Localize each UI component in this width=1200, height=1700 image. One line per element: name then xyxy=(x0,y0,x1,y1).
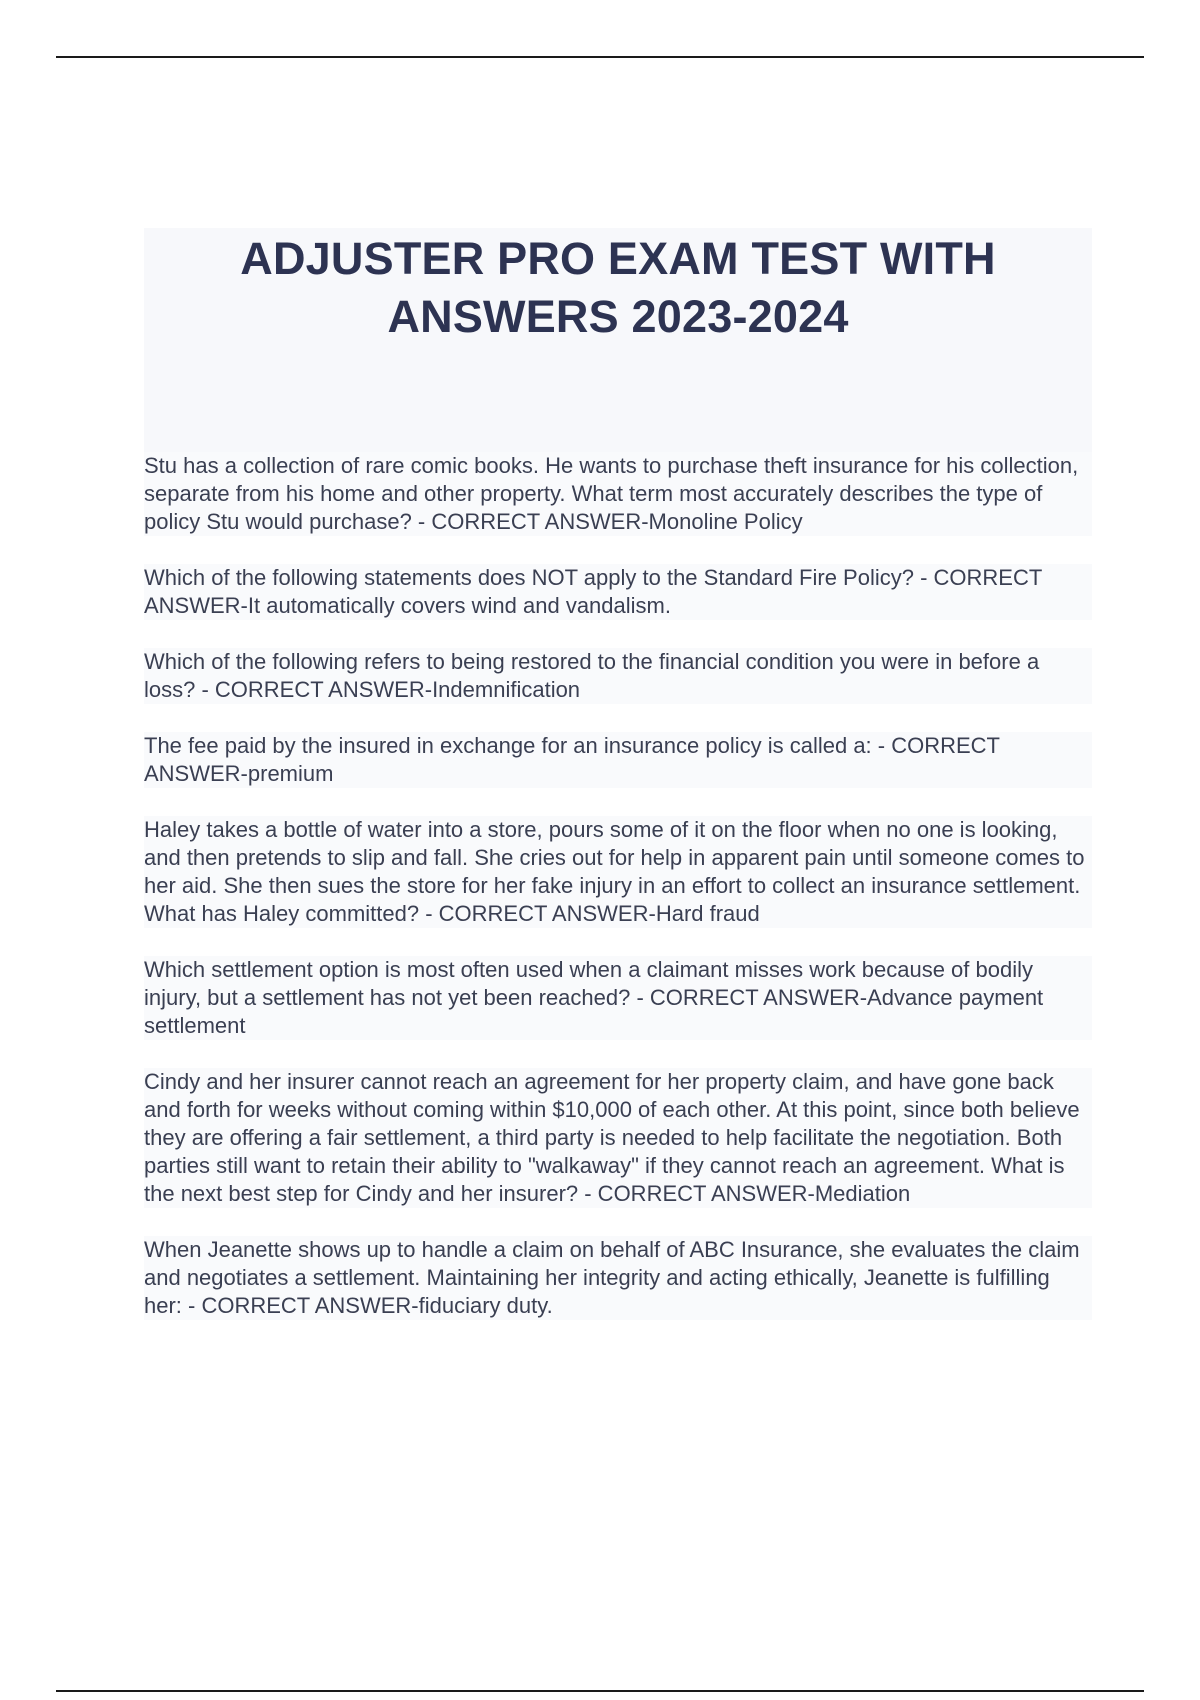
header-rule xyxy=(56,56,1144,58)
qa-item: Which of the following statements does NOT apply to the Standard Fire Policy? - CORRECT ANSWER-It automatically covers wind and vandalism. xyxy=(144,564,1092,620)
qa-item: The fee paid by the insured in exchange for an insurance policy is called a: - CORRECT ANSWER-premium xyxy=(144,732,1092,788)
title-block xyxy=(144,228,1092,452)
qa-item: Which settlement option is most often used when a claimant misses work because of bodily injury, but a settlement has not yet been reached? - CORRECT ANSWER-Advance payment settlement xyxy=(144,956,1092,1040)
qa-item: Which of the following refers to being restored to the financial condition you were in before a loss? - CORRECT ANSWER-Indemnification xyxy=(144,648,1092,704)
qa-item: Stu has a collection of rare comic books. He wants to purchase theft insurance for his collection, separate from his home and other property. What term most accurately describes the type of policy Stu would purchase? - CORRECT ANSWER-Monoline Policy xyxy=(144,452,1092,536)
footer-rule xyxy=(56,1690,1144,1692)
qa-list xyxy=(144,452,1092,1348)
qa-item: Haley takes a bottle of water into a store, pours some of it on the floor when no one is looking, and then pretends to slip and fall. She cries out for help in apparent pain until someone comes to her aid. She then sues the store for her fake injury in an effort to collect an insurance settlement. What has Haley committed? - CORRECT ANSWER-Hard fraud xyxy=(144,816,1092,928)
qa-item: When Jeanette shows up to handle a claim on behalf of ABC Insurance, she evaluates the claim and negotiates a settlement. Maintaining her integrity and acting ethically, Jeanette is fulfilling her: - CORRECT ANSWER-fiduciary duty. xyxy=(144,1236,1092,1320)
document-title: ADJUSTER PRO EXAM TEST WITH ANSWERS 2023-2024 xyxy=(240,233,996,342)
qa-item: Cindy and her insurer cannot reach an agreement for her property claim, and have gone back and forth for weeks without coming within $10,000 of each other. At this point, since both believe they are offering a fair settlement, a third party is needed to help facilitate the negotiation. Both parties still want to retain their ability to "walkaway" if they cannot reach an agreement. What is the next best step for Cindy and her insurer? - CORRECT ANSWER-Mediation xyxy=(144,1068,1092,1208)
